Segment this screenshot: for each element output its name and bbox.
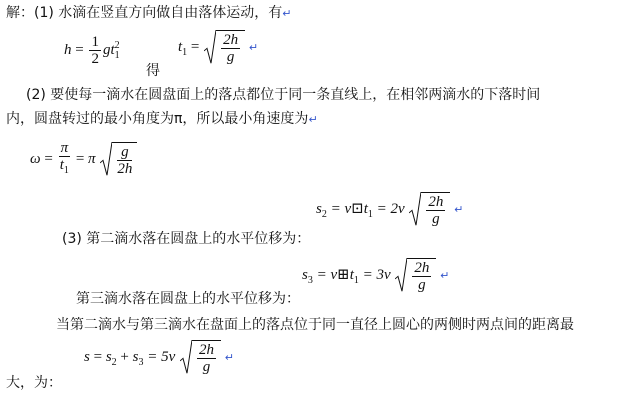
sqrt-2h-over-g: $\frac{2h}{g}$ <box>180 340 221 375</box>
paragraph-mark-icon: ↵ <box>308 113 318 126</box>
sqrt-2h-over-g: $\frac{2h}{g}$ <box>204 30 245 65</box>
solution-intro-line: 解：(1) 水滴在竖直方向做自由落体运动，有↵ <box>6 5 292 21</box>
formula-fall-time: $t_1$ = $\frac{2h}{g}$ ↵ <box>178 32 259 65</box>
radical-sign-icon <box>409 192 421 227</box>
radical-sign-icon <box>180 340 192 375</box>
paragraph-mark-icon: ↵ <box>248 40 259 54</box>
fraction-one-half: $\frac{1}{2}$ <box>91 34 99 67</box>
radical-sign-icon <box>395 258 407 293</box>
part2-line2: 内，圆盘转过的最小角度为π，所以最小角速度为↵ <box>6 111 318 127</box>
formula-second-drop-displacement: $s_2$ = $v⊡t_1 = 2v$ $\frac{2h}{g}$ ↵ <box>316 194 464 227</box>
radical-sign-icon <box>204 30 216 65</box>
sqrt-2h-over-g: $\frac{2h}{g}$ <box>395 258 436 293</box>
formula-angular-velocity: ω = $\frac{\pi}{t_1}$ = π $\frac{g}{2h}$ <box>30 140 137 179</box>
de-label: 得 <box>146 63 160 79</box>
part3-second-drop-line: (3) 第二滴水落在圆盘上的水平位移为： <box>62 231 311 247</box>
formula-free-fall: h = $\frac{1}{2}$ $gt_1^2$ <box>64 34 120 67</box>
sqrt-g-over-2h: $\frac{g}{2h}$ <box>100 142 137 177</box>
formula-third-drop-displacement: $s_3$ = $v⊞t_1 = 3v$ $\frac{2h}{g}$ ↵ <box>302 260 450 293</box>
max-distance-line: 当第二滴水与第三滴水在盘面上的落点位于同一直径上圆心的两侧时两点间的距离最 <box>56 317 574 333</box>
paragraph-mark-icon: ↵ <box>282 7 292 20</box>
radical-sign-icon <box>100 142 112 177</box>
sqrt-2h-over-g: $\frac{2h}{g}$ <box>409 192 450 227</box>
formula-max-distance: $s = s_2 + s_3 = 5v$ $\frac{2h}{g}$ ↵ <box>84 342 234 375</box>
paragraph-mark-icon: ↵ <box>440 268 450 282</box>
fraction-pi-over-t1: $\frac{\pi}{t_1}$ <box>59 140 69 176</box>
third-drop-line: 第三滴水落在圆盘上的水平位移为： <box>76 291 300 307</box>
paragraph-mark-icon: ↵ <box>454 202 464 216</box>
max-distance-conclusion: 大，为： <box>6 375 62 391</box>
paragraph-mark-icon: ↵ <box>224 350 234 364</box>
part2-line1: (2) 要使每一滴水在圆盘面上的落点都位于同一条直线上，在相邻两滴水的下落时间 <box>26 87 541 103</box>
